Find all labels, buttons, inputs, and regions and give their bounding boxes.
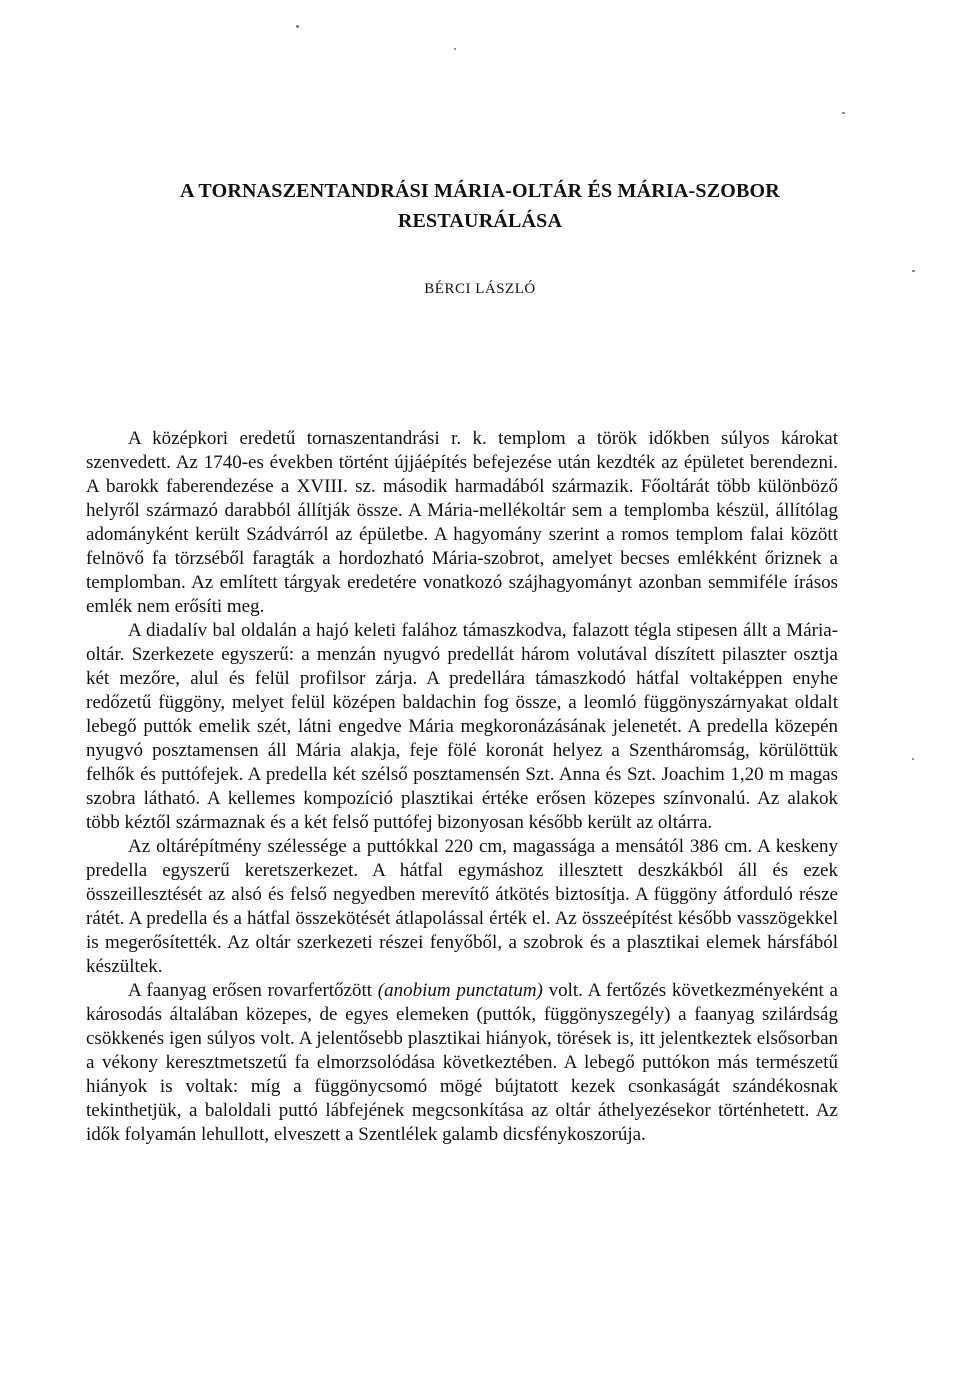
paragraph-text: A diadalív bal oldalán a hajó keleti falához támaszkodva, falazott tégla stipesen állt a Mária-oltár. Szerkezete egyszerű: a menzán nyugvó predellát három volutával díszített pilaszter osztja két mezőre, alul és felül profilsor zárja. A predellára támaszkodó hátfal voltaképpen enyhe redőzetű függöny, melyet felül középen baldachin fog össze, a leomló függönyszárnyakat oldalt lebegő puttók emelik szét, látni engedve Mária megkoronázásának jelenetét. A predella közepén nyugvó posztamensen áll Mária alakja, feje fölé koronát helyez a Szentháromság, körülöttük felhők és puttófejek. A predella két szélső posztamensén Szt. Anna és Szt. Joachim 1,20 m magas szobra látható. A kellemes kompozíció plasztikai értéke erősen közepes színvonalú. Az alakok több kéztől származnak és a két felső puttófej bizonyosan később került az oltárra. [86, 620, 838, 833]
paragraph-text: A faanyag erősen rovarfertőzött [128, 980, 378, 1001]
article-author: BÉRCI LÁSZLÓ [424, 281, 536, 297]
scan-speck [912, 758, 914, 760]
paragraph-text: volt. A fertőzés következményeként a károsodás általában közepes, de egyes elemeken (puttók, függönyszegély) a faanyag szilárdság csökkenés igen súlyos volt. A jelentősebb plasztikai hiányok, törések is, itt jelentkeztek elsősorban a vékony keresztmetszetű fa elmorzsolódása következtében. A lebegő puttókon más természetű hiányok is voltak: míg a függönycsomó mögé bújtatott kezek csonkaságát szándékosnak tekinthetjük, a baloldali puttó lábfejének megcsonkítása az oltár áthelyezésekor történhetett. Az idők folyamán lehullott, elveszett a Szentlélek galamb dicsfénykoszorúja. [86, 980, 838, 1145]
scan-speck [454, 48, 456, 50]
scan-speck [912, 270, 915, 272]
paragraph-text: Az oltárépítmény szélessége a puttókkal 220 cm, magassága a mensától 386 cm. A keskeny predella egyszerű keretszerkezet. A hátfal egymáshoz illesztett deszkákból áll és ezek összeillesztését az alsó és felső negyedben merevítő átkötés biztosítja. A függöny átforduló része rátét. A predella és a hátfal összekötését átlapolással érték el. Az összeépítést később vasszögekkel is megerősítették. Az oltár szerkezeti részei fenyőből, a szobrok és a plasztikai elemek hársfából készültek. [86, 836, 838, 977]
article-title [90, 176, 870, 236]
italic-term: (anobium punctatum) [377, 980, 543, 1001]
scan-speck [296, 25, 299, 28]
article-title-line-1: A TORNASZENTANDRÁSI MÁRIA-OLTÁR ÉS MÁRIA-SZOBOR [180, 180, 780, 202]
paragraph [86, 835, 838, 979]
scan-speck [842, 112, 845, 114]
paragraph [86, 619, 838, 835]
article-title-line-2: RESTAURÁLÁSA [397, 210, 563, 232]
paragraph [86, 427, 838, 619]
paragraph-text: A középkori eredetű tornaszentandrási r. k. templom a török időkben súlyos károkat szenvedett. Az 1740-es években történt újjáépítés befejezése után kezdték az épületet berendezni. A barokk faberendezése a XVIII. sz. második harmadából származik. Főoltárát több különböző helyről származó darabból állítják össze. A Mária-mellékoltár sem a templomba készül, állítólag adományként került Szádvárról az épületbe. A hagyomány szerint a romos templom falai között felnövő fa törzséből faragták a hordozható Mária-szobrot, amelyet becses emlékként őriznek a templomban. Az említett tárgyak eredetére vonatkozó szájhagyományt azonban semmiféle írásos emlék nem erősíti meg. [86, 428, 838, 617]
paragraph [86, 979, 838, 1147]
article-body [86, 427, 838, 1147]
